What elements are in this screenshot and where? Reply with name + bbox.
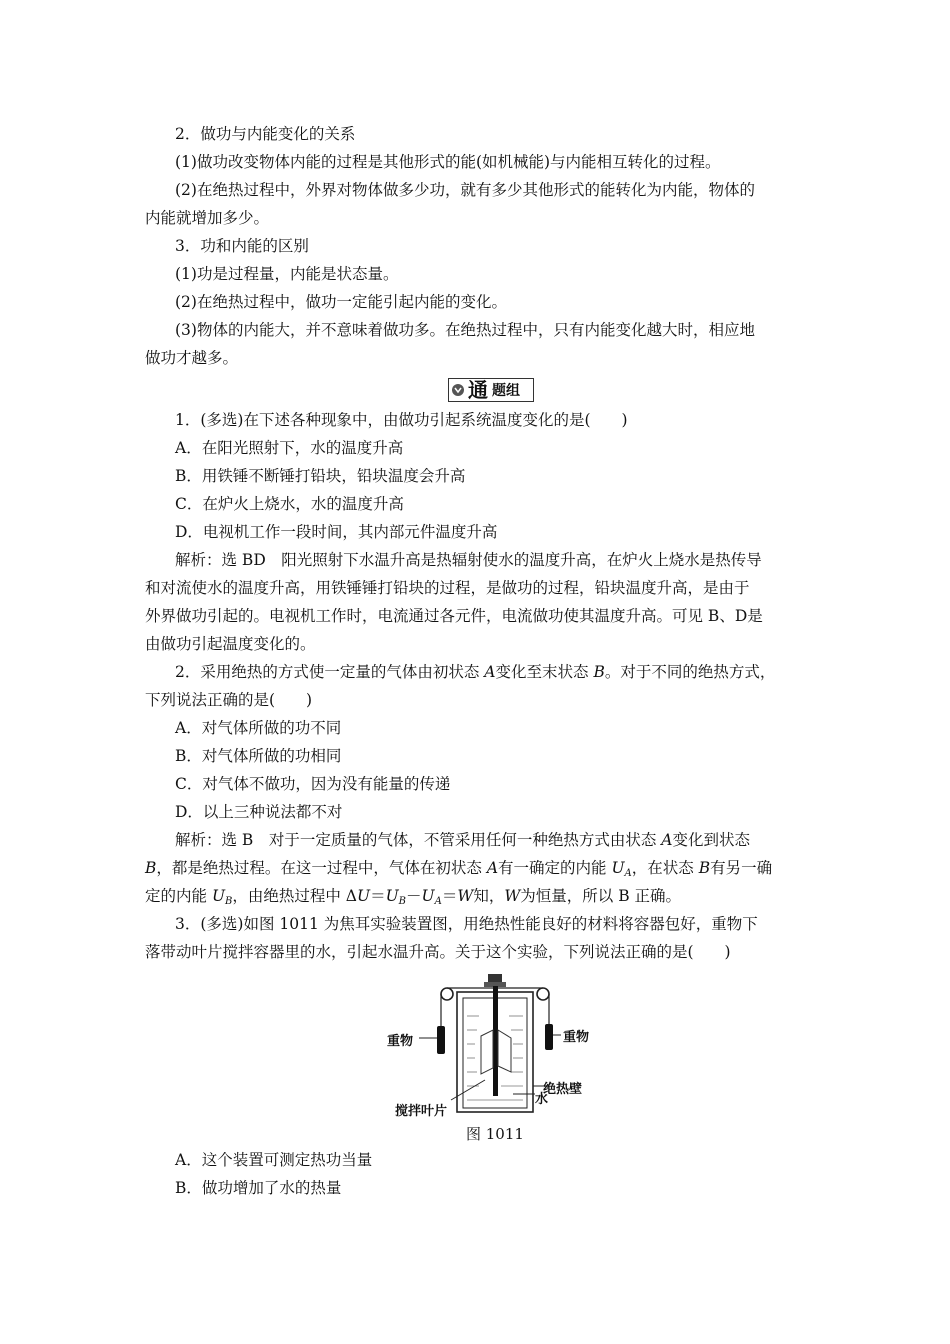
q1-stem: 1．(多选)在下述各种现象中，由做功引起系统温度变化的是( )	[175, 411, 628, 429]
label-weight-left: 重物	[387, 1034, 414, 1049]
q1-option-a: A．在阳光照射下，水的温度升高	[175, 439, 404, 457]
label-water: 水	[535, 1092, 549, 1107]
right-pulley	[537, 988, 549, 1000]
q1-analysis-line1: 解析：选 BD 阳光照射下水温升高是热辐射使水的温度升高，在炉火上烧水是热传导	[175, 551, 762, 569]
label-paddle: 搅拌叶片	[395, 1104, 448, 1119]
practice-group-banner	[448, 378, 534, 402]
paddle-shaft	[493, 986, 498, 1096]
section2-heading: 2．做功与内能变化的关系	[175, 125, 356, 143]
q1-option-b: B．用铁锤不断锤打铅块，铅块温度会升高	[175, 467, 466, 485]
q2-analysis-line2: B，都是绝热过程。在这一过程中，气体在初状态 A有一确定的内能 $U_A$，在状态 B有另一确	[145, 859, 773, 879]
banner-char-tong: 通	[468, 378, 488, 402]
q2-stem-line1: 2．采用绝热的方式使一定量的气体由初状态 A变化至末状态 B。对于不同的绝热方式，	[175, 663, 776, 681]
section3-p3-line1: (3)物体的内能大，并不意味着做功多。在绝热过程中，只有内能变化越大时，相应地	[175, 321, 755, 339]
section2-p1: (1)做功改变物体内能的过程是其他形式的能(如机械能)与内能相互转化的过程。	[175, 153, 721, 171]
left-weight	[437, 1026, 445, 1054]
q2-option-a: A．对气体所做的功不同	[175, 719, 342, 737]
left-pulley	[441, 988, 453, 1000]
section3-heading: 3．功和内能的区别	[175, 237, 309, 255]
joule-apparatus-figure	[387, 968, 595, 1119]
q3-stem-line1: 3．(多选)如图 1011 为焦耳实验装置图，用绝热性能良好的材料将容器包好，重物下	[175, 915, 758, 933]
section3-p2: (2)在绝热过程中，做功一定能引起内能的变化。	[175, 293, 507, 311]
label-weight-right: 重物	[563, 1030, 590, 1045]
section2-p2-line2: 内能就增加多少。	[145, 209, 270, 227]
figure-caption: 图 1011	[466, 1125, 524, 1143]
q1-analysis-line3: 外界做功引起的。电视机工作时，电流通过各元件，电流做功使其温度升高。可见 B、D是	[145, 607, 763, 625]
section2-p2-line1: (2)在绝热过程中，外界对物体做多少功，就有多少其他形式的能转化为内能，物体的	[175, 181, 755, 199]
q3-option-b: B．做功增加了水的热量	[175, 1179, 342, 1197]
section3-p1: (1)功是过程量，内能是状态量。	[175, 265, 399, 283]
banner-title: 题组	[492, 383, 520, 399]
section3-p3-line2: 做功才越多。	[145, 349, 239, 367]
q2-option-c: C．对气体不做功，因为没有能量的传递	[175, 775, 451, 793]
q1-option-c: C．在炉火上烧水，水的温度升高	[175, 495, 404, 513]
q1-analysis-line2: 和对流使水的温度升高，用铁锤锤打铅块的过程，是做功的过程，铅块温度升高，是由于	[145, 579, 750, 597]
q2-option-b: B．对气体所做的功相同	[175, 747, 342, 765]
q2-analysis-line3: 定的内能 $U_B$，由绝热过程中 $\Delta U=U_B-U_A=W$知，W为恒量，所以 B 正确。	[145, 887, 682, 907]
label-insulating-wall: 绝热壁	[543, 1082, 583, 1097]
chevron-down-icon	[452, 384, 464, 396]
right-weight	[545, 1024, 553, 1050]
q3-option-a: A．这个装置可测定热功当量	[175, 1151, 373, 1169]
q2-option-d: D．以上三种说法都不对	[175, 803, 343, 821]
q1-analysis-line4: 由做功引起温度变化的。	[145, 635, 316, 653]
q1-option-d: D．电视机工作一段时间，其内部元件温度升高	[175, 523, 498, 541]
q2-analysis-line1: 解析：选 B 对于一定质量的气体，不管采用任何一种绝热方式由状态 A变化到状态	[175, 831, 750, 849]
banner-frame	[448, 378, 534, 402]
q3-stem-line2: 落带动叶片搅拌容器里的水，引起水温升高。关于这个实验，下列说法正确的是( )	[145, 943, 731, 961]
q2-stem-line2: 下列说法正确的是( )	[145, 691, 313, 709]
